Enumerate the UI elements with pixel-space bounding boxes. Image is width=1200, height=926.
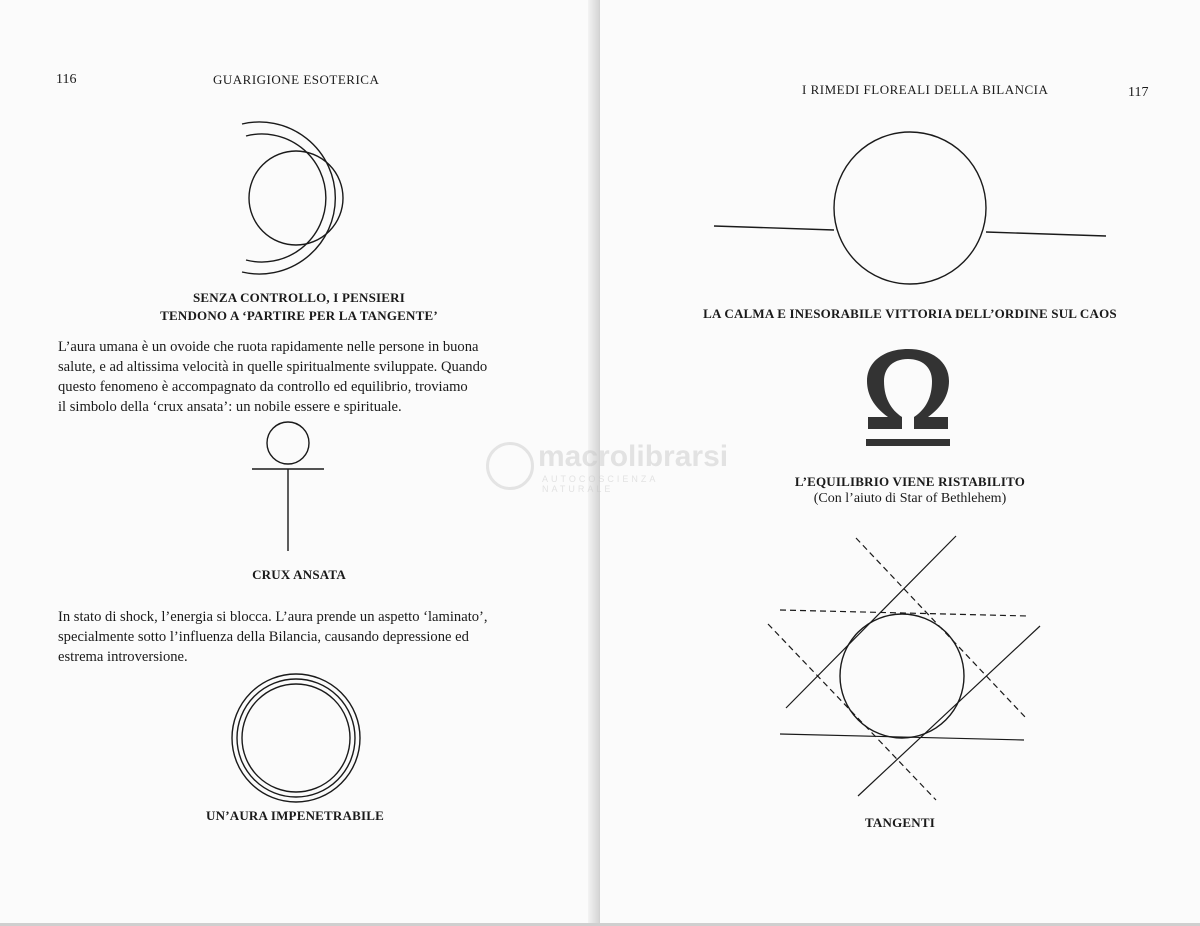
left-page-number: 116 — [56, 72, 77, 87]
paragraph-line: salute, e ad altissima velocità in quelle spiritualmente sviluppate. Quando — [58, 359, 488, 375]
left-running-head: GUARIGIONE ESOTERICA — [213, 72, 380, 87]
figure1-caption-line2: TENDONO A ‘PARTIRE PER LA TANGENTE’ — [160, 308, 438, 323]
right-figure2-caption: L’EQUILIBRIO VIENE RISTABILITO — [794, 474, 1026, 489]
leaf-logo-icon — [486, 442, 534, 490]
impenetrable-aura-figure — [226, 668, 366, 808]
crux-ansata-figure — [238, 420, 338, 560]
libra-symbol-icon — [860, 347, 956, 451]
paragraph-shock — [58, 607, 538, 667]
right-figure2-subcaption: (Con l’aiuto di Star of Bethlehem) — [813, 491, 1007, 506]
right-figure1-caption: LA CALMA E INESORABILE VITTORIA DELL’ORDINE SUL CAOS — [703, 306, 1117, 321]
paragraph-line: In stato di shock, l’energia si blocca. L’aura prende un aspetto ‘laminato’, — [58, 609, 488, 625]
watermark-brand: macrolibrarsi — [538, 440, 729, 473]
paragraph-line: L’aura umana è un ovoide che ruota rapidamente nelle persone in buona — [58, 339, 479, 355]
figure3-caption: UN’AURA IMPENETRABILE — [206, 808, 384, 823]
figure1-caption-line1: SENZA CONTROLLO, I PENSIERI — [192, 290, 405, 305]
tangent-circles-figure — [230, 118, 370, 278]
watermark-tagline: AUTOCOSCIENZA NATURALE — [542, 474, 658, 494]
right-page-number: 117 — [1128, 85, 1149, 100]
right-figure3-caption: TANGENTI — [865, 815, 935, 830]
paragraph-line: questo fenomeno è accompagnato da controllo ed equilibrio, troviamo — [58, 379, 468, 395]
paragraph-line: il simbolo della ‘crux ansata’: un nobile essere e spirituale. — [58, 399, 402, 415]
right-running-head: I RIMEDI FLOREALI DELLA BILANCIA — [802, 82, 1049, 97]
order-over-chaos-figure — [714, 128, 1114, 288]
paragraph-line: specialmente sotto l’influenza della Bilancia, causando depressione ed — [58, 629, 469, 645]
figure2-caption: CRUX ANSATA — [252, 567, 346, 582]
paragraph-line: estrema introversione. — [58, 649, 188, 665]
watermark-logo — [486, 440, 729, 494]
tangents-figure — [766, 530, 1046, 810]
paragraph-aura — [58, 337, 538, 417]
